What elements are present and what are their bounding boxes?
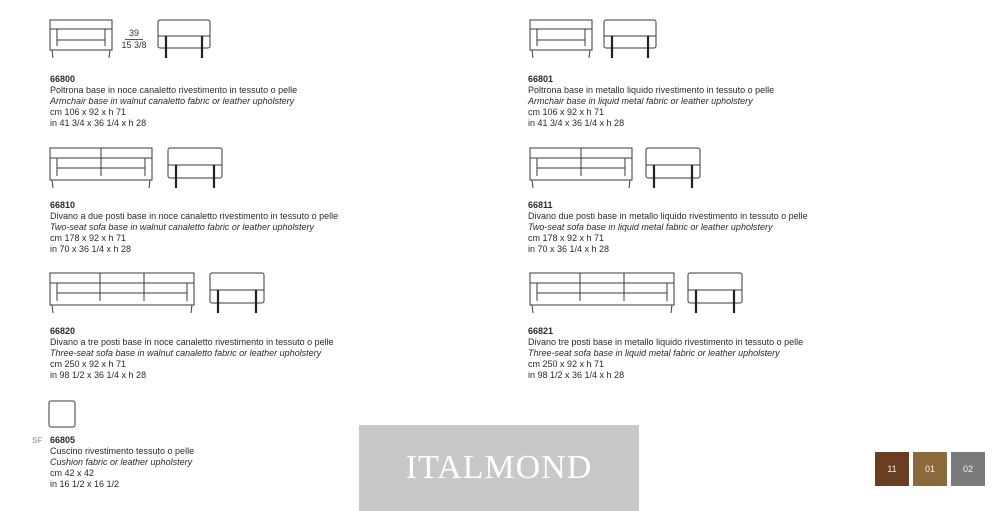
two-seat-walnut-side-drawing (166, 146, 224, 190)
product-66811 (528, 200, 808, 255)
finish-swatch-02[interactable] (951, 452, 985, 486)
armchair-walnut-side-drawing (156, 18, 212, 60)
three-seat-walnut-front-drawing (48, 271, 196, 315)
product-code: 66811 (528, 200, 553, 210)
product-dim-cm: cm 250 x 92 x h 71 (528, 359, 605, 369)
two-seat-metal-side-drawing (644, 146, 702, 190)
brand-logo: ITALMOND (359, 425, 639, 511)
product-code: 66810 (50, 200, 76, 210)
product-code: 66821 (528, 326, 554, 336)
product-desc-en: Three-seat sofa base in walnut canaletto fabric or leather upholstery (50, 348, 322, 358)
product-dim-cm: cm 106 x 92 x h 71 (528, 107, 605, 117)
product-code: 66820 (50, 326, 76, 336)
finish-swatch-01[interactable] (913, 452, 947, 486)
armchair-walnut-front-drawing (48, 18, 114, 60)
product-desc-en: Two-seat sofa base in liquid metal fabric or leather upholstery (528, 222, 773, 232)
product-dim-in: in 16 1/2 x 16 1/2 (50, 479, 120, 489)
three-seat-walnut-side-drawing (208, 271, 266, 315)
product-66821 (528, 326, 803, 381)
finish-swatch-11[interactable] (875, 452, 909, 486)
product-code: 66800 (50, 74, 76, 84)
product-66805 (50, 435, 194, 490)
armchair-metal-side-drawing (602, 18, 658, 60)
two-seat-metal-front-drawing (528, 146, 634, 190)
product-desc-it: Poltrona base in noce canaletto rivestimento in tessuto o pelle (50, 85, 298, 95)
dimension-in: 15 3/8 (121, 40, 147, 50)
product-desc-it: Cuscino rivestimento tessuto o pelle (50, 446, 195, 456)
product-desc-en: Two-seat sofa base in walnut canaletto fabric or leather upholstery (50, 222, 314, 232)
product-66810 (50, 200, 338, 255)
product-dim-cm: cm 250 x 92 x h 71 (50, 359, 127, 369)
two-seat-walnut-front-drawing (48, 146, 154, 190)
product-dim-in: in 98 1/2 x 36 1/4 x h 28 (528, 370, 625, 380)
product-desc-it: Poltrona base in metallo liquido rivestimento in tessuto o pelle (528, 85, 775, 95)
product-66800 (50, 74, 297, 129)
swatch-label: 02 (962, 464, 973, 474)
three-seat-metal-front-drawing (528, 271, 676, 315)
product-66820 (50, 326, 334, 381)
dimension-note (116, 28, 152, 50)
product-dim-cm: cm 178 x 92 x h 71 (50, 233, 127, 243)
product-desc-it: Divano a tre posti base in noce canaletto rivestimento in tessuto o pelle (50, 337, 334, 347)
product-desc-en: Cushion fabric or leather upholstery (50, 457, 193, 467)
swatch-label: 11 (887, 464, 897, 474)
product-desc-en: Armchair base in walnut canaletto fabric or leather upholstery (50, 96, 295, 106)
product-desc-it: Divano tre posti base in metallo liquido rivestimento in tessuto o pelle (528, 337, 804, 347)
three-seat-metal-side-drawing (686, 271, 744, 315)
product-desc-it: Divano a due posti base in noce canaletto rivestimento in tessuto o pelle (50, 211, 339, 221)
dimension-cm: 39 (125, 28, 143, 40)
product-dim-in: in 41 3/4 x 36 1/4 x h 28 (528, 118, 625, 128)
product-code: 66801 (528, 74, 554, 84)
product-dim-in: in 41 3/4 x 36 1/4 x h 28 (50, 118, 147, 128)
product-desc-en: Armchair base in liquid metal fabric or leather upholstery (528, 96, 753, 106)
product-dim-in: in 70 x 36 1/4 x h 28 (528, 244, 610, 254)
product-desc-en: Three-seat sofa base in liquid metal fabric or leather upholstery (528, 348, 780, 358)
cushion-drawing (48, 400, 76, 428)
sf-label: SF (32, 436, 43, 445)
product-dim-in: in 98 1/2 x 36 1/4 x h 28 (50, 370, 147, 380)
product-desc-it: Divano due posti base in metallo liquido rivestimento in tessuto o pelle (528, 211, 808, 221)
product-66801 (528, 74, 774, 129)
product-dim-cm: cm 42 x 42 (50, 468, 95, 478)
armchair-metal-front-drawing (528, 18, 594, 60)
swatch-label: 01 (924, 464, 935, 474)
product-dim-cm: cm 178 x 92 x h 71 (528, 233, 605, 243)
product-code: 66805 (50, 435, 76, 445)
product-dim-cm: cm 106 x 92 x h 71 (50, 107, 127, 117)
product-dim-in: in 70 x 36 1/4 x h 28 (50, 244, 132, 254)
